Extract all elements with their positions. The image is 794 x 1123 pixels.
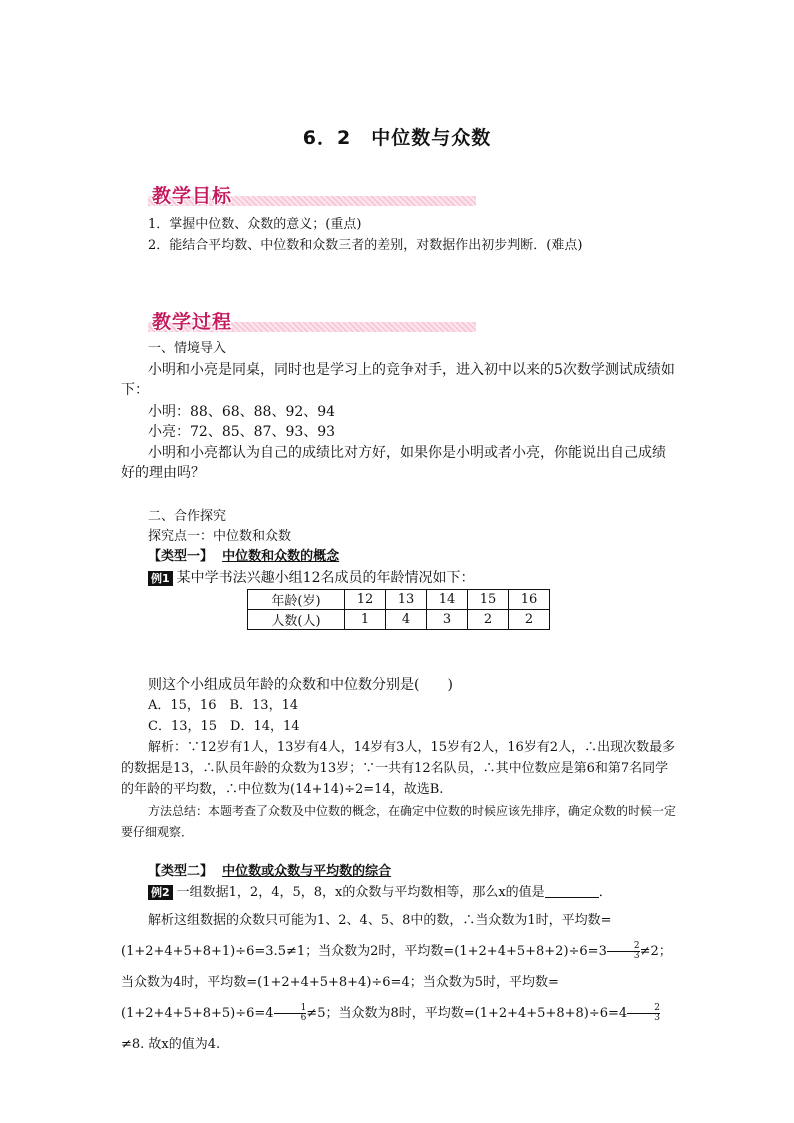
explore-heading: 二、合作探究 [148, 509, 227, 524]
solution-2-part-a: 解析这组数据的众数只可能为1、2、4、5、8中的数，∴当众数为1时，平均数=(1+2+4+5+8+1)÷6=3.5≠1；当众数为2时，平均数=(1+2+4+5+8+2)÷6=3 [121, 913, 612, 959]
fraction-numerator: 1 [300, 1003, 307, 1013]
type2-heading [148, 862, 391, 882]
example-badge: 例2 [148, 885, 173, 900]
example-badge: 例1 [148, 571, 173, 586]
type2-bracket: 【类型二】 [148, 864, 214, 879]
table-cell: 15 [468, 590, 509, 610]
solution-2-part-d: ≠8. 故x的值为4. [121, 1037, 221, 1052]
solution-2 [121, 905, 677, 1060]
score-xiaoliang: 小亮：72、85、87、93、93 [148, 424, 336, 440]
type1-heading [148, 547, 339, 567]
intro-paragraph-2: 小明和小亮都认为自己的成绩比对方好，如果你是小明或者小亮，你能说出自己成绩好的理由吗？ [121, 445, 666, 481]
table-row [248, 610, 550, 630]
table-cell: 4 [386, 610, 427, 630]
goal-item-2: 2．能结合平均数、中位数和众数三者的差别，对数据作出初步判断．(难点) [148, 238, 583, 253]
options-ab: A．15，16 B．13，14 [148, 698, 299, 713]
options-cd: C．13，15 D．14，14 [148, 719, 300, 734]
table-cell: 14 [427, 590, 468, 610]
banner-label: 教学目标 [152, 185, 233, 207]
intro-paragraph-1: 小明和小亮是同桌，同时也是学习上的竞争对手，进入初中以来的5次数学测试成绩如下： [121, 362, 675, 398]
goal-item-1: 1．掌握中位数、众数的意义；(重点) [148, 217, 362, 232]
table-cell: 13 [386, 590, 427, 610]
section-banner-process [148, 306, 476, 334]
banner-label: 教学过程 [152, 311, 233, 333]
solution-2-part-c: ≠5；当众数为8时，平均数=(1+2+4+5+8+8)÷6=4 [306, 1006, 628, 1021]
solution-2-part-b: ≠2；当众数为4时，平均数=(1+2+4+5+8+4)÷6=4；当众数为5时，平均数=(1+2+4+5+8+5)÷6=4 [121, 944, 672, 1021]
intro-heading: 一、情境导入 [148, 341, 227, 356]
table-cell: 1 [345, 610, 386, 630]
example-1-question: 则这个小组成员年龄的众数和中位数分别是( ) [148, 677, 453, 693]
table-cell: 16 [509, 590, 550, 610]
fraction-1-6 [274, 1004, 307, 1023]
fraction-numerator: 2 [633, 941, 640, 951]
fraction-denominator: 3 [607, 951, 640, 961]
table-cell: 3 [427, 610, 468, 630]
example-1-text: 某中学书法兴趣小组12名成员的年龄情况如下： [176, 570, 475, 586]
fraction-2-3 [607, 942, 640, 961]
answer-blank [545, 883, 599, 898]
example-2-text: 一组数据1，2，4，5，8，x的众数与平均数相等，那么x的值是 [176, 885, 545, 900]
table-header-count: 人数(人) [248, 610, 345, 630]
fraction-denominator: 3 [627, 1013, 660, 1023]
example-2 [148, 883, 612, 903]
page-title: 6．2 中位数与众数 [302, 127, 492, 149]
method-summary: 方法总结：本题考查了众数及中位数的概念，在确定中位数的时候应该先排序，确定众数的时候一定要仔细观察． [121, 804, 677, 839]
table-cell: 12 [345, 590, 386, 610]
table-row [248, 590, 550, 610]
table-cell: 2 [468, 610, 509, 630]
solution-1: 解析：∵12岁有1人，13岁有4人，14岁有3人，15岁有2人，16岁有2人，∴出现次数最多的数据是13，∴队员年龄的众数为13岁；∵一共有12名队员，∴其中位数应是第6和第7名同学的年龄的平均数，∴中位数为(14+14)÷2=14，故选B. [121, 740, 676, 797]
age-table [247, 589, 550, 630]
fraction-2-3-b [627, 1004, 660, 1023]
score-xiaoming: 小明：88、68、88、92、94 [148, 404, 336, 420]
type1-title: 中位数和众数的概念 [222, 549, 340, 564]
type1-bracket: 【类型一】 [148, 549, 214, 564]
table-cell: 2 [509, 610, 550, 630]
explore-point: 探究点一：中位数和众数 [148, 529, 292, 544]
fraction-denominator: 6 [274, 1013, 307, 1023]
fraction-numerator: 2 [654, 1003, 660, 1013]
type2-title: 中位数或众数与平均数的综合 [222, 864, 392, 879]
table-header-age: 年龄(岁) [248, 590, 345, 610]
section-banner-goals [148, 180, 476, 208]
example-2-end: ． [598, 885, 612, 900]
example-1 [148, 568, 474, 588]
